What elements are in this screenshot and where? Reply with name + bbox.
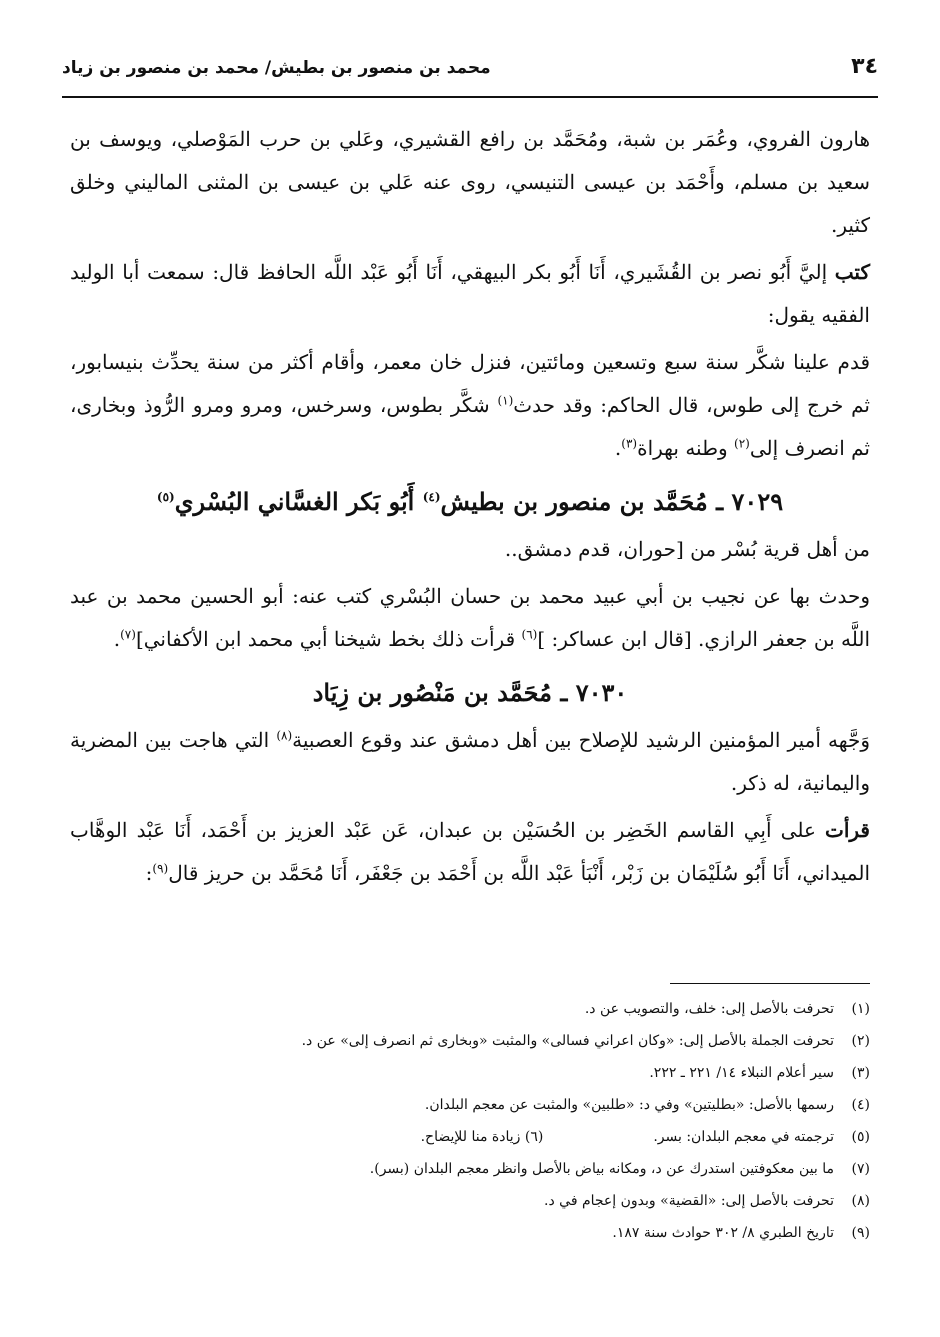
running-title: محمد بن منصور بن بطيش/ محمد بن منصور بن زياد: [62, 58, 491, 78]
footnote-5: [70, 1121, 870, 1153]
paragraph-7: [70, 809, 870, 895]
footnote-number: (٣): [851, 1065, 870, 1081]
footnote-text: تحرفت بالأصل إلى: خلف، والتصويب عن د.: [584, 1001, 834, 1017]
paragraph-5-text-b: قرأت ذلك بخط شيخنا أبي محمد ابن الأكفاني]: [135, 627, 516, 651]
footnote-3: [70, 1057, 870, 1089]
entry-heading-7029-b: أَبُو بَكر الغسَّاني البُسْري: [174, 487, 415, 516]
footnote-text: تحرفت بالأصل إلى: «القضية» وبدون إعجام في د.: [544, 1193, 834, 1209]
footnote-4: [70, 1089, 870, 1121]
paragraph-3-text-c: وطنه بهراة: [637, 436, 728, 460]
footnote-ref-5: (٥): [156, 490, 175, 504]
footnote-2: [70, 1025, 870, 1057]
footnote-8: [70, 1185, 870, 1217]
footnote-number: (٩): [851, 1225, 870, 1241]
footnote-number: (٤): [851, 1097, 870, 1113]
footnote-6-inline: (٦) زيادة منا للإيضاح.: [420, 1129, 544, 1145]
footnote-7: [70, 1153, 870, 1185]
entry-heading-7029: [70, 478, 870, 526]
paragraph-7-text-b: :: [145, 861, 153, 885]
footnote-text: تاريخ الطبري ٨/ ٣٠٢ حوادث سنة ١٨٧.: [612, 1225, 834, 1241]
paragraph-3-text-b: شكَّر بطوس، وسرخس، ومرو ومرو الرُّوذ وبخارى، ثم انصرف إلى: [70, 393, 870, 460]
paragraph-3-text-d: .: [614, 436, 622, 460]
paragraph-3: [70, 341, 870, 470]
footnote-ref-3: (٣): [621, 436, 638, 451]
footnote-ref-9: (٩): [152, 861, 169, 876]
page-number: ٣٤: [851, 54, 878, 79]
paragraph-5: [70, 575, 870, 661]
paragraph-5-text-a: وحدث بها عن نجيب بن أبي عبيد محمد بن حسان البُسْري كتب عنه: أبو الحسين محمد بن عبد اللَّه بن جعفر الرازي. [قال ابن عساكر: ]: [70, 584, 870, 651]
page-header: [62, 54, 878, 79]
paragraph-1: هارون الفروي، وعُمَر بن شبة، ومُحَمَّد بن رافع القشيري، وعَلي بن حرب المَوْصلي، ويوسف بن سعيد بن مسلم، وأَحْمَد بن عيسى التنيسي، روى عنه عَلي بن عيسى بن المثنى الماليني وخلق كثير.: [70, 127, 870, 237]
entry-heading-7029-a: ٧٠٢٩ ـ مُحَمَّد بن منصور بن بطيش: [440, 487, 784, 516]
footnote-text: ترجمته في معجم البلدان: بسر.: [653, 1129, 834, 1145]
paragraph-2-text: إليَّ أَبُو نصر بن القُشَيري، أَنَا أَبُو بكر البيهقي، أَنَا أَبُو عَبْد اللَّه الحافظ قال: سمعت أبا الوليد الفقيه يقول:: [70, 260, 870, 327]
footnote-ref-6: (٦): [521, 627, 538, 642]
footnote-number: (٢): [851, 1033, 870, 1049]
footnote-ref-4: (٤): [422, 490, 441, 504]
footnote-number: (٥): [851, 1129, 870, 1145]
main-text: [70, 118, 870, 899]
paragraph-2-lead: كتب: [834, 260, 870, 284]
paragraph-4: من أهل قرية بُسْر من [حوران، قدم دمشق..: [504, 537, 870, 561]
footnote-text: سير أعلام النبلاء ١٤/ ٢٢١ ـ ٢٢٢.: [649, 1065, 834, 1081]
footnote-ref-1: (١): [497, 393, 514, 408]
footnote-number: (٨): [851, 1193, 870, 1209]
paragraph-6: [70, 719, 870, 805]
footnote-9: [70, 1217, 870, 1249]
footnote-number: (٧): [851, 1161, 870, 1177]
paragraph-5-text-c: .: [113, 627, 121, 651]
footnote-1: [70, 993, 870, 1025]
paragraph-7-text-a: على أَبِي القاسم الخَضِر بن الحُسَيْن بن عبدان، عَن عَبْد العزيز بن أَحْمَد، أَنَا عَبْد الوهَّاب الميداني، أَنَا أَبُو سُلَيْمَان بن زَبْر، أَنْبَأ عَبْد اللَّه بن أَحْمَد بن جَعْفَر، أَنَا مُحَمَّد بن حريز قال: [70, 818, 870, 885]
footnote-ref-8: (٨): [276, 728, 293, 743]
footnote-number: (١): [851, 1001, 870, 1017]
footnote-ref-2: (٢): [734, 436, 750, 451]
footnote-text: تحرفت الجملة بالأصل إلى: «وكان اعراني فسالى» والمثبت «وبخارى ثم انصرف إلى» عن د.: [301, 1033, 834, 1049]
paragraph-7-lead: قرأت: [825, 818, 870, 842]
footnote-rule: [670, 983, 870, 984]
footnote-text: رسمها بالأصل: «بطليتين» وفي د: «طلبين» والمثبت عن معجم البلدان.: [424, 1097, 834, 1113]
paragraph-6-text-b: التي هاجت بين المضرية واليمانية، له ذكر.: [70, 728, 870, 795]
paragraph-2: [70, 251, 870, 337]
paragraph-3-text-a: قدم علينا شكَّر سنة سبع وتسعين ومائتين، فنزل خان معمر، وأقام أكثر من سنة يحدِّث بنيسابور، ثم خرج إلى طوس، قال الحاكم: وقد حدث: [70, 350, 870, 417]
footnotes: [70, 993, 870, 1249]
paragraph-6-text-a: وَجَّهه أمير المؤمنين الرشيد للإصلاح بين أهل دمشق عند وقوع العصبية: [292, 728, 870, 752]
header-rule: [62, 96, 878, 98]
entry-heading-7030: ٧٠٣٠ ـ مُحَمَّد بن مَنْصُور بن زِيَاد: [312, 678, 628, 707]
footnote-text: ما بين معكوفتين استدرك عن د، ومكانه بياض بالأصل وانظر معجم البلدان (بسر).: [369, 1161, 834, 1177]
footnote-ref-7: (٧): [120, 627, 136, 642]
